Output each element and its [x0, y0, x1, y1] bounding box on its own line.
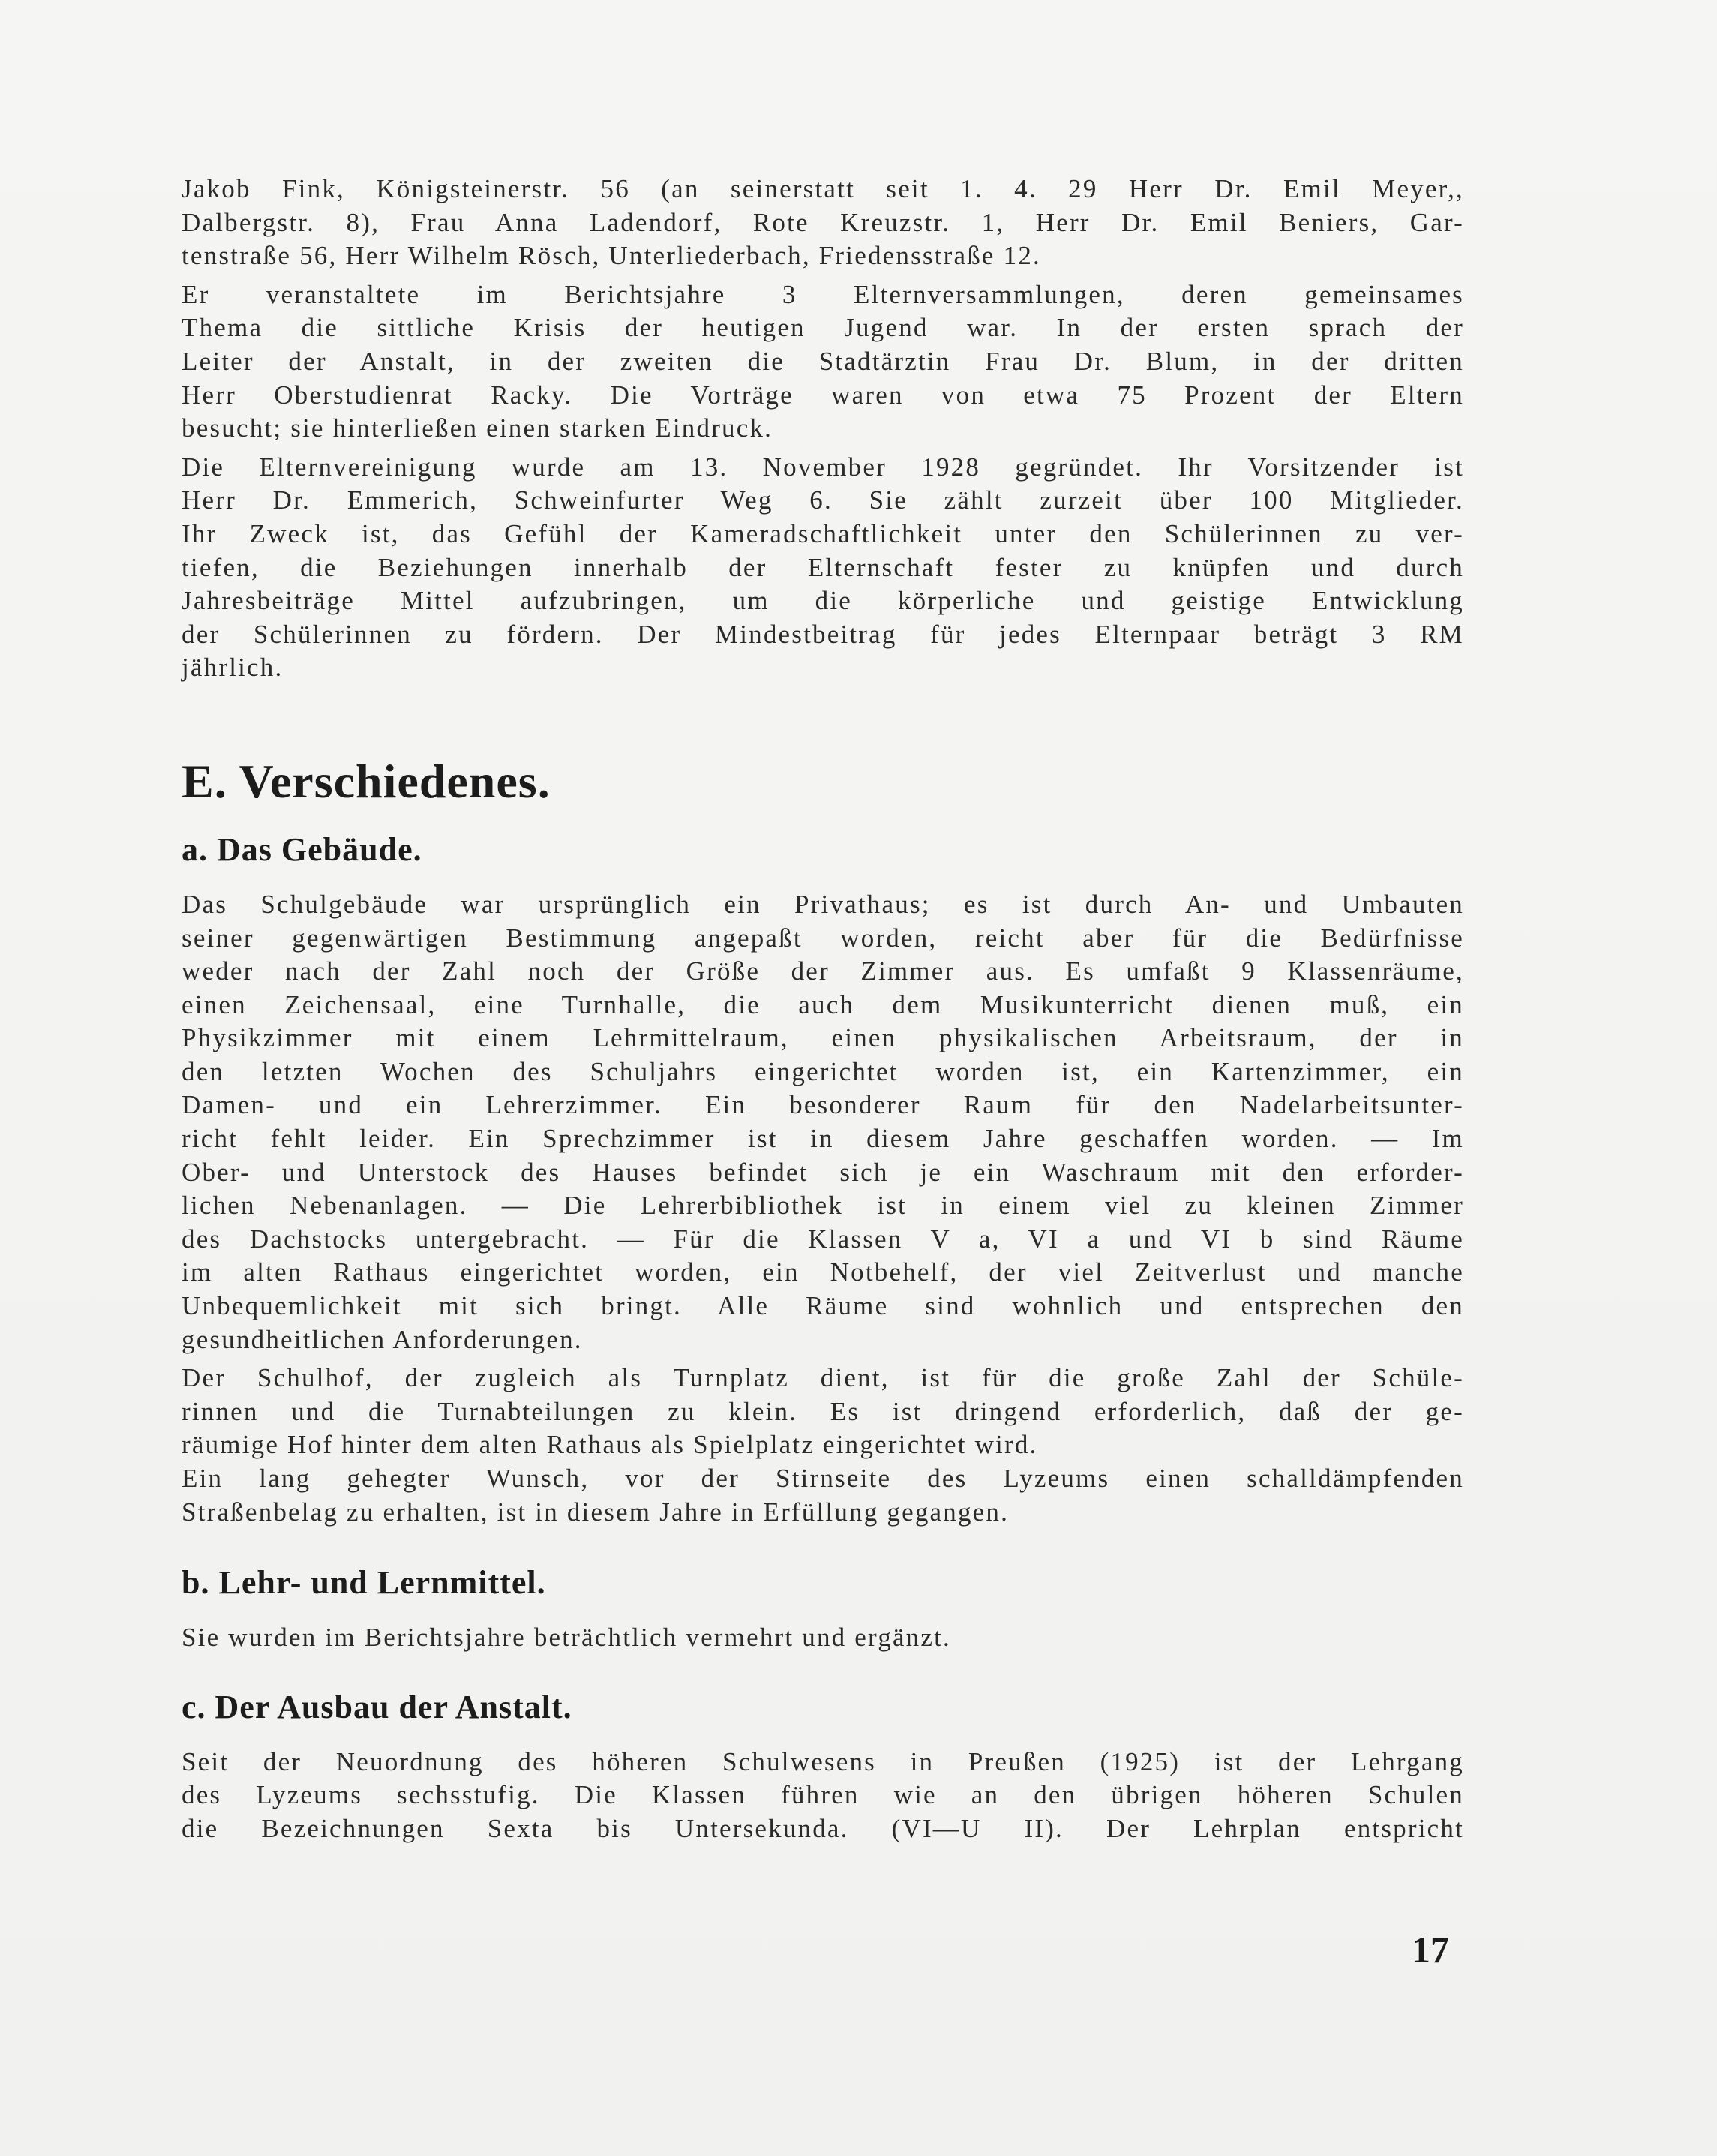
paragraph-street-surface: [182, 1462, 1464, 1529]
text-line: Leiter der Anstalt, in der zweiten die Stadtärztin Frau Dr. Blum, in der dritten: [182, 346, 1464, 376]
text-line: rinnen und die Turnabteilungen zu klein. Es ist dringend erforderlich, daß der ge-: [182, 1396, 1464, 1426]
subheading-lehr-und-lernmittel: b. Lehr- und Lernmittel.: [182, 1564, 546, 1602]
text-line: räumige Hof hinter dem alten Rathaus als Spielplatz eingerichtet wird.: [182, 1430, 1038, 1460]
text-line: Dalbergstr. 8), Frau Anna Ladendorf, Rote Kreuzstr. 1, Herr Dr. Emil Beniers, Gar-: [182, 207, 1464, 237]
paragraph-teaching-materials: [182, 1621, 1464, 1655]
text-line: einen Zeichensaal, eine Turnhalle, die auch dem Musikunterricht dienen muß, ein: [182, 989, 1464, 1019]
text-line: Die Elternvereinigung wurde am 13. November 1928 gegründet. Ihr Vorsitzender ist: [182, 452, 1464, 482]
text-line: Er veranstaltete im Berichtsjahre 3 Elternversammlungen, deren gemeinsames: [182, 279, 1464, 309]
text-line: Jakob Fink, Königsteinerstr. 56 (an seinerstatt seit 1. 4. 29 Herr Dr. Emil Meyer,,: [182, 174, 1464, 203]
text-line: Physikzimmer mit einem Lehrmittelraum, einen physikalischen Arbeitsraum, der in: [182, 1023, 1464, 1053]
text-line: Herr Oberstudienrat Racky. Die Vorträge waren von etwa 75 Prozent der Eltern: [182, 380, 1464, 410]
text-line: jährlich.: [182, 653, 284, 683]
text-line: Herr Dr. Emmerich, Schweinfurter Weg 6. Sie zählt zurzeit über 100 Mitglieder.: [182, 485, 1464, 515]
text-line: besucht; sie hinterließen einen starken Eindruck.: [182, 413, 773, 443]
text-line: Damen- und ein Lehrerzimmer. Ein besonderer Raum für den Nadelarbeitsunter-: [182, 1090, 1464, 1120]
text-line: den letzten Wochen des Schuljahrs eingerichtet worden ist, ein Kartenzimmer, ein: [182, 1056, 1464, 1086]
text-line: Seit der Neuordnung des höheren Schulwesens in Preußen (1925) ist der Lehrgang: [182, 1746, 1464, 1776]
text-line: Der Schulhof, der zugleich als Turnplatz dient, ist für die große Zahl der Schüle-: [182, 1363, 1464, 1393]
text-line: Thema die sittliche Krisis der heutigen Jugend war. In der ersten sprach der: [182, 313, 1464, 343]
text-line: Das Schulgebäude war ursprünglich ein Privathaus; es ist durch An- und Umbauten: [182, 889, 1464, 919]
text-line: Jahresbeiträge Mittel aufzubringen, um die körperliche und geistige Entwicklung: [182, 586, 1464, 616]
paragraph-parents-council-members: [182, 173, 1464, 273]
text-line: des Lyzeums sechsstufig. Die Klassen führen wie an den übrigen höheren Schulen: [182, 1780, 1464, 1810]
subheading-das-gebaeude: a. Das Gebäude.: [182, 830, 422, 868]
text-line: seiner gegenwärtigen Bestimmung angepaßt worden, reicht aber für die Bedürfnisse: [182, 923, 1464, 953]
text-line: gesundheitlichen Anforderungen.: [182, 1324, 583, 1354]
paragraph-schoolyard: [182, 1362, 1464, 1462]
text-line: der Schülerinnen zu fördern. Der Mindestbeitrag für jedes Elternpaar beträgt 3 RM: [182, 619, 1464, 649]
text-line: Straßenbelag zu erhalten, ist in diesem Jahre in Erfüllung gegangen.: [182, 1497, 1010, 1527]
text-line: Sie wurden im Berichtsjahre beträchtlich vermehrt und ergänzt.: [182, 1623, 951, 1653]
text-line: die Bezeichnungen Sexta bis Untersekunda. (VI—U II). Der Lehrplan entspricht: [182, 1813, 1464, 1843]
page-content: [182, 173, 1464, 1851]
text-line: Ihr Zweck ist, das Gefühl der Kameradschaftlichkeit unter den Schülerinnen zu ver-: [182, 518, 1464, 548]
text-line: tenstraße 56, Herr Wilhelm Rösch, Unterliederbach, Friedensstraße 12.: [182, 241, 1041, 271]
text-line: lichen Nebenanlagen. — Die Lehrerbibliothek ist in einem viel zu kleinen Zimmer: [182, 1191, 1464, 1221]
paragraph-building-description: [182, 888, 1464, 1356]
text-line: im alten Rathaus eingerichtet worden, ein Notbehelf, der viel Zeitverlust und manche: [182, 1257, 1464, 1287]
paragraph-expansion: [182, 1746, 1464, 1846]
text-line: des Dachstocks untergebracht. — Für die Klassen V a, VI a und VI b sind Räume: [182, 1224, 1464, 1254]
paragraph-parents-association: [182, 451, 1464, 685]
text-line: weder nach der Zahl noch der Größe der Zimmer aus. Es umfaßt 9 Klassenräume,: [182, 956, 1464, 986]
text-line: Unbequemlichkeit mit sich bringt. Alle Räume sind wohnlich und entsprechen den: [182, 1291, 1464, 1321]
section-heading-verschiedenes: E. Verschiedenes.: [182, 754, 551, 808]
paragraph-parents-meetings: [182, 278, 1464, 446]
text-line: tiefen, die Beziehungen innerhalb der Elternschaft fester zu knüpfen und durch: [182, 552, 1464, 582]
text-line: Ein lang gehegter Wunsch, vor der Stirnseite des Lyzeums einen schalldämpfenden: [182, 1464, 1464, 1493]
page-number: 17: [1412, 1929, 1449, 1971]
subheading-ausbau-der-anstalt: c. Der Ausbau der Anstalt.: [182, 1688, 572, 1725]
text-line: Ober- und Unterstock des Hauses befindet sich je ein Waschraum mit den erforder-: [182, 1157, 1464, 1187]
text-line: richt fehlt leider. Ein Sprechzimmer ist in diesem Jahre geschaffen worden. — Im: [182, 1124, 1464, 1154]
